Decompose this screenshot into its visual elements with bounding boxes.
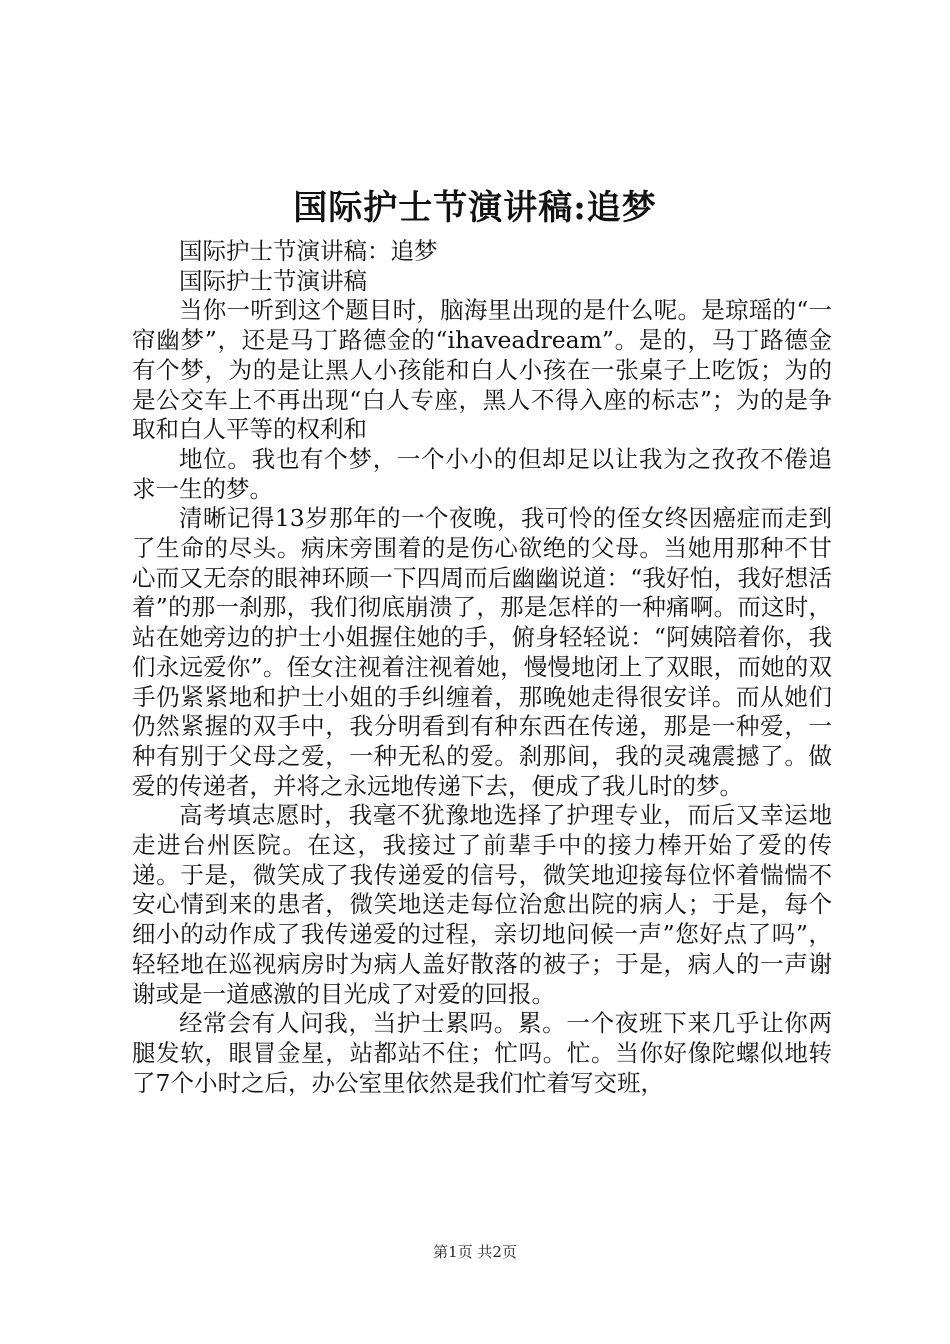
paragraph: 高考填志愿时，我毫不犹豫地选择了护理专业，而后又幸运地走进台州医院。在这，我接过了前辈手中的接力棒开始了爱的传递。于是，微笑成了我传递爱的信号，微笑地迎接每位怀着惴惴不安心情到来的患者，微笑地送走每位治愈出院的病人；于是，每个细小的动作成了我传递爱的过程，亲切地问候一声”您好点了吗”，轻轻地在巡视病房时为病人盖好散落的被子；于是，病人的一声谢谢或是一道感激的目光成了对爱的回报。 [132,801,832,1008]
paragraph: 地位。我也有个梦，一个小小的但却足以让我为之孜孜不倦追求一生的梦。 [132,444,832,503]
paragraph: 国际护士节演讲稿：追梦 [179,237,438,265]
document-body [132,237,832,1098]
paragraph: 清晰记得13岁那年的一个夜晚，我可怜的侄女终因癌症而走到了生命的尽头。病床旁围着的是伤心欲绝的父母。当她用那种不甘心而又无奈的眼神环顾一下四周而后幽幽说道：“我好怕，我好想活着”的那一刹那，我们彻底崩溃了，那是怎样的一种痛啊。而这时，站在她旁边的护士小姐握住她的手，俯身轻轻说：“阿姨陪着你，我们永远爱你”。侄女注视着注视着她，慢慢地闭上了双眼，而她的双手仍紧紧地和护士小姐的手纠缠着，那晚她走得很安详。而从她们仍然紧握的双手中，我分明看到有种东西在传递，那是一种爱，一种有别于父母之爱，一种无私的爱。刹那间，我的灵魂震撼了。做爱的传递者，并将之永远地传递下去，便成了我儿时的梦。 [132,504,832,800]
document-title: 国际护士节演讲稿:追梦 [293,188,657,228]
page-number-footer: 第1页 共2页 [433,1243,517,1261]
paragraph: 国际护士节演讲稿 [179,266,367,295]
paragraph: 当你一听到这个题目时，脑海里出现的是什么呢。是琼瑶的“一帘幽梦”，还是马丁路德金的“ihaveadream”。是的，马丁路德金有个梦，为的是让黑人小孩能和白人小孩在一张桌子上吃饭；为的是公交车上不再出现“白人专座，黑人不得入座的标志”；为的是争取和白人平等的权利和 [132,296,832,444]
paragraph: 经常会有人问我，当护士累吗。累。一个夜班下来几乎让你两腿发软，眼冒金星，站都站不住；忙吗。忙。当你好像陀螺似地转了7个小时之后，办公室里依然是我们忙着写交班， [132,1009,832,1097]
